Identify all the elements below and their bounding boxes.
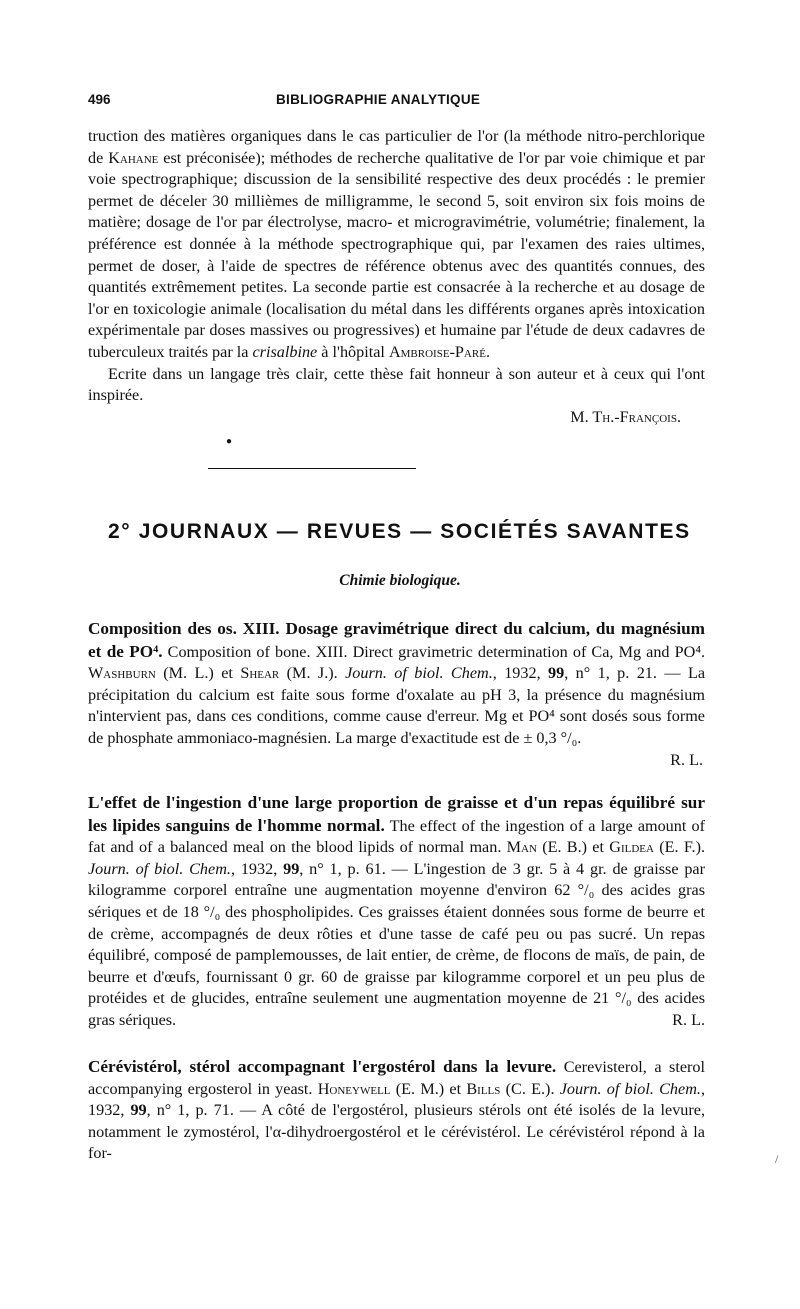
- entry-title: Cérévistérol, stérol accompagnant l'ergostérol dans la levure.: [88, 1057, 557, 1076]
- reviewer-initials-inline: R. L.: [672, 1010, 705, 1029]
- journal-name: Journ. of biol. Chem.: [559, 1079, 701, 1098]
- entry-text: [88, 792, 705, 1032]
- running-title: BIBLIOGRAPHIE ANALYTIQUE: [276, 92, 481, 107]
- volume-number: 99: [548, 664, 565, 683]
- section-heading: 2° JOURNAUX — REVUES — SOCIÉTÉS SAVANTES: [108, 520, 691, 543]
- intro-text-2: est préconisée); méthodes de recherche qualitative de l'or par voie chimique et par voie spectrographique; discussion de la sensibilité respective des deux procédés : le premier permet de déceler 30 millièmes de milligramme, le second 5, soit environ six fois moins de matière; dosage de l'or par électrolyse, macro- et microgravimétrie, volumétrie; finalement, la préférence est donnée à la méthode spectrographique qui, par l'examen des raies ultimes, permet de doser, à l'aide de spectres de référence obtenus avec des quantités connues, des quantités extrêmement petites. La seconde partie est consacrée à la recherche et au dosage de l'or en toxicologie animale (localisation du métal dans les différents organes après intoxication expérimentale par doses massives ou progressives) et humaine par l'étude de deux cadavres de tuberculeux traités par la: [88, 148, 705, 361]
- entry-english-title: Cerevisterol, a sterol accompanying ergosterol in yeast.: [88, 1058, 706, 1098]
- author-name: Shear: [240, 664, 280, 683]
- entry-title: Composition des os. XIII. Dosage gravimétrique direct du calcium, du magnésium et de PO⁴.: [88, 619, 705, 661]
- volume-number: 99: [130, 1101, 147, 1120]
- subsection-title: Chimie biologique.: [339, 572, 461, 589]
- entry-summary: , n° 1, p. 21. — La précipitation du calcium est faite sous forme d'oxalate au pH 3, la présence du magnésium n'intervient pas, dans ces conditions, comme cause d'erreur. Mg et PO⁴ sont dosés sous forme de phosphate ammoniaco-magnésien. La marge d'exactitude est de ± 0,3 °/₀.: [88, 664, 706, 747]
- entry-summary: , n° 1, p. 61. — L'ingestion de 3 gr. 5 à 4 gr. de graisse par kilogramme corporel entraîne une augmentation moyenne d'environ 62 °/₀ des acides gras sériques et de 18 °/₀ des phospholipides. Ces graisses étaient données sous forme de beurre et de crème, accompagnés de deux rôties et d'une tasse de café peu ou pas sucré. Un repas équilibré, composé de pamplemousses, de lait entier, de crème, de flocons de maïs, de pain, de beurre et d'œufs, fournissant 0 gr. 60 de graisse par kilogramme corporel et un peu plus de protéides et de glucides, entraîne seulement une augmentation moyenne de 21 °/₀ des acides gras sériques.: [88, 859, 706, 1029]
- entry-text: [88, 1056, 705, 1165]
- author-name: Honeywell: [317, 1079, 391, 1098]
- bullet-mark: ●: [226, 436, 233, 447]
- intro-closing-text: Ecrite dans un langage très clair, cette thèse fait honneur à son auteur et à ceux qui l'ont inspirée.: [88, 364, 705, 405]
- intro-text-4: .: [485, 342, 490, 361]
- intro-text-1: truction des matières organiques dans le cas particulier de l'or (la méthode nitro-perchlorique de: [88, 127, 705, 167]
- author-initials: (E. F.).: [653, 838, 706, 857]
- intro-paragraph: [88, 126, 705, 364]
- entry-english-title: The effect of the ingestion of a large amount of fat and of a balanced meal on the blood lipids of normal man.: [88, 816, 705, 857]
- volume-number: 99: [283, 859, 300, 878]
- author-name: Bills: [466, 1079, 501, 1098]
- entry-3: [88, 1056, 705, 1165]
- author-initials: (M. J.).: [279, 664, 346, 683]
- author-initials: (E. B.) et: [536, 838, 610, 857]
- entry-1: [88, 618, 705, 771]
- author-initials: (M. L.) et: [155, 664, 241, 683]
- author-name: Washburn: [88, 664, 156, 683]
- crisalbine-term: crisalbine: [252, 342, 318, 361]
- reviewer-signature: M. Th.-François.: [570, 407, 681, 426]
- signature-line: [88, 407, 705, 429]
- hospital-name: Ambroise-Paré: [388, 342, 486, 361]
- entry-summary: , n° 1, p. 71. — A côté de l'ergostérol, plusieurs stérols ont été isolés de la levure, notamment le zymostérol, l'α-dihydroergostérol et le cérévistérol. Le cérévistérol répond à la for-: [88, 1101, 705, 1163]
- margin-mark: /: [775, 1152, 779, 1166]
- page-body: [88, 92, 705, 428]
- author-initials: (C. E.).: [500, 1079, 560, 1098]
- ref-text: , 1932,: [492, 664, 549, 683]
- section-rule: [208, 468, 416, 469]
- journal-name: Journ. of biol. Chem.: [88, 859, 231, 878]
- author-name: Man: [506, 838, 537, 857]
- entry-english-title: Composition of bone. XIII. Direct gravimetric determination of Ca, Mg and PO⁴.: [162, 642, 706, 661]
- ref-text: , 1932,: [88, 1079, 705, 1120]
- entry-title: L'effet de l'ingestion d'une large proportion de graisse et d'un repas équilibré sur les lipides sanguins de l'homme normal.: [88, 793, 705, 835]
- journal-name: Journ. of biol. Chem.: [345, 664, 493, 683]
- intro-text-3: à l'hôpital: [317, 342, 389, 361]
- author-initials: (E. M.) et: [390, 1079, 467, 1098]
- entry-text: [88, 618, 705, 750]
- page-number: 496: [88, 92, 111, 107]
- intro-paragraph-2: [88, 364, 705, 407]
- ref-text: , 1932,: [230, 859, 284, 878]
- entry-2: [88, 792, 705, 1032]
- author-kahane: Kahane: [108, 148, 159, 167]
- reviewer-initials: R. L.: [670, 750, 703, 769]
- running-head: [88, 92, 705, 114]
- author-name: Gildea: [609, 838, 654, 857]
